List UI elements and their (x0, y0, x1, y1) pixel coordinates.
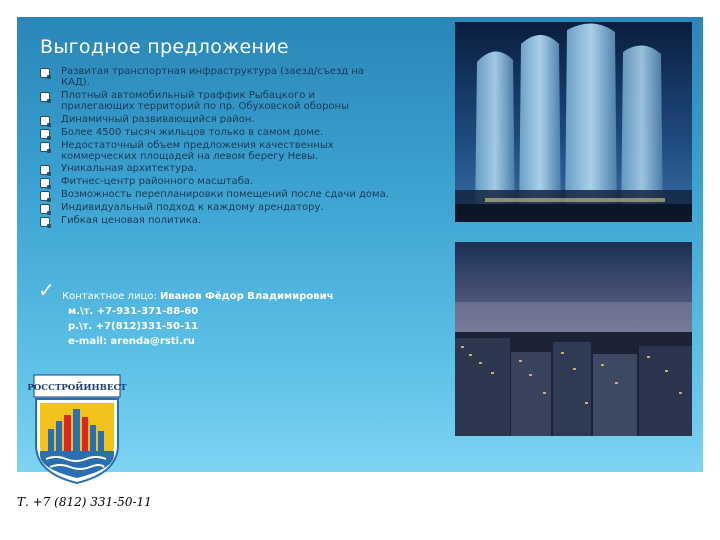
feature-text: Недостаточный объем предложения качественных коммерческих площадей на левом берегу Невы. (61, 139, 334, 163)
feature-list (40, 66, 390, 228)
contact-mobile: м.\т. +7-931-371-88-60 (68, 306, 199, 317)
feature-text: Индивидуальный подход к каждому арендатору. (61, 202, 324, 214)
contact-work-phone: р.\т. +7(812)331-50-11 (68, 321, 199, 332)
bullet-q-icon (40, 217, 50, 227)
list-item (40, 202, 390, 214)
feature-text: Плотный автомобильный траффик Рыбацкого и прилегающих территорий по пр. Обуховской обороны (61, 89, 349, 113)
feature-text: Возможность перепланировки помещений после сдачи дома. (61, 189, 389, 201)
bullet-q-icon (40, 178, 50, 188)
contact-block (38, 280, 368, 349)
feature-text: Фитнес-центр районного масштаба. (61, 176, 254, 188)
bullet-q-icon (40, 204, 50, 214)
list-item (40, 176, 390, 188)
footer-phone: Т. +7 (812) 331-50-11 (17, 495, 152, 509)
list-item (40, 114, 390, 126)
contact-label: Контактное лицо: (62, 291, 157, 302)
bullet-q-icon (40, 191, 50, 201)
list-item (40, 163, 390, 175)
list-item (40, 90, 390, 113)
list-item (40, 215, 390, 227)
feature-text: Уникальная архитектура. (61, 163, 197, 175)
list-item (40, 140, 390, 163)
district-photo (455, 242, 692, 436)
list-item (40, 66, 390, 89)
feature-text: Динамичный развивающийся район. (61, 113, 255, 125)
bullet-q-icon (40, 92, 50, 102)
feature-text: Развитая транспортная инфраструктура (заезд/съезд на КАД). (61, 66, 365, 89)
contact-email[interactable]: e-mail: arenda@rsti.ru (68, 336, 195, 347)
bullet-q-icon (40, 68, 50, 78)
bullet-q-icon (40, 116, 50, 126)
checkmark-icon: ✓ (38, 278, 55, 302)
building-photos (455, 22, 692, 436)
list-item (40, 127, 390, 139)
contact-person (38, 289, 368, 304)
company-logo (27, 375, 127, 485)
feature-text: Более 4500 тысяч жильцов только в самом доме. (61, 126, 324, 138)
page-title: Выгодное предложение (40, 36, 289, 58)
logo-text: РОССТРОЙИНВЕСТ (27, 383, 127, 393)
feature-text: Гибкая ценовая политика. (61, 215, 202, 227)
bullet-q-icon (40, 129, 50, 139)
bullet-q-icon (40, 165, 50, 175)
list-item (40, 189, 390, 201)
contact-name: Иванов Фёдор Владимирович (159, 291, 334, 302)
towers-photo (455, 22, 692, 222)
bullet-q-icon (40, 142, 50, 152)
